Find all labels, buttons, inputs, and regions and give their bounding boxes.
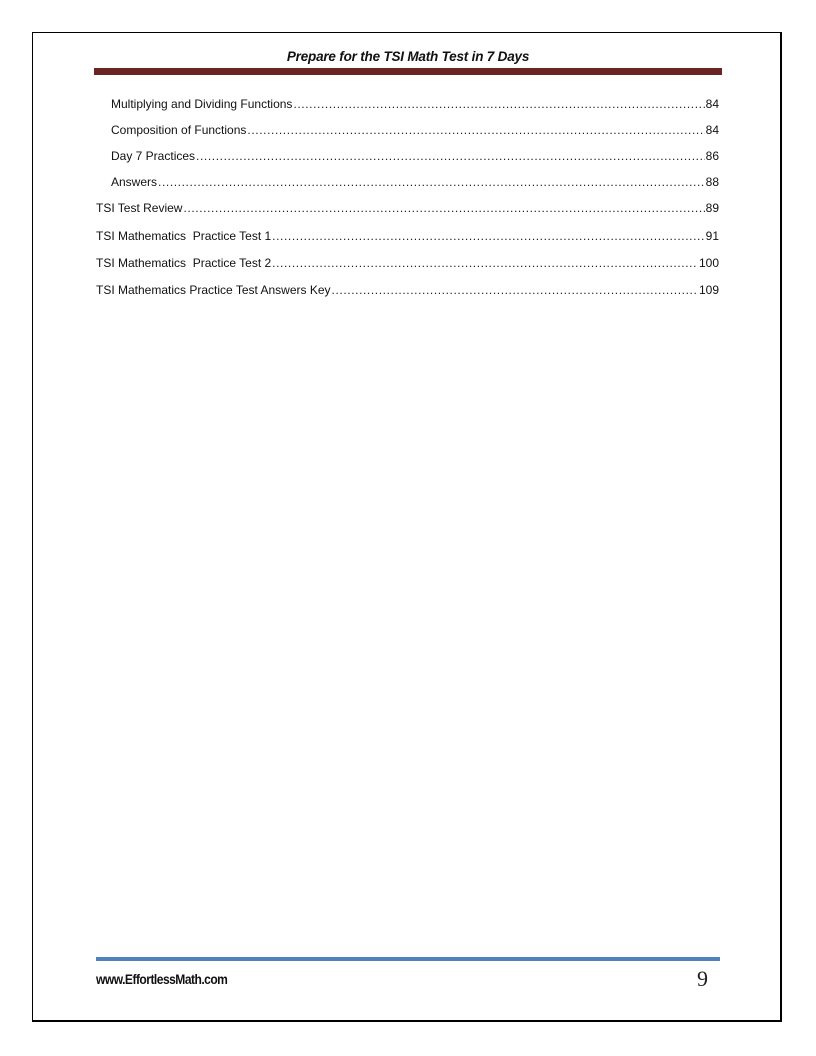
toc-entry[interactable] xyxy=(111,97,719,111)
toc-entry-page: 100 xyxy=(698,256,719,270)
toc-entry-label: TSI Mathematics Practice Test 2 xyxy=(96,256,272,270)
toc-leader-dots xyxy=(272,229,704,243)
toc-entry-page: 91 xyxy=(705,229,719,243)
toc-leader-dots xyxy=(158,175,705,189)
toc-entry[interactable] xyxy=(96,256,719,270)
toc-entry[interactable] xyxy=(96,229,719,243)
toc-entry-page: 84 xyxy=(705,97,719,111)
footer-website: www.EffortlessMath.com xyxy=(96,971,228,987)
toc-entry-label: Day 7 Practices xyxy=(111,149,196,163)
toc-entry-label: TSI Test Review xyxy=(96,201,183,215)
toc-leader-dots xyxy=(272,256,698,270)
toc-entry-page: 84 xyxy=(705,123,719,137)
toc-leader-dots xyxy=(293,97,704,111)
running-header-title: Prepare for the TSI Math Test in 7 Days xyxy=(286,49,530,64)
toc-entry-page: 88 xyxy=(705,175,719,189)
toc-entry-label: Composition of Functions xyxy=(111,123,247,137)
toc-leader-dots xyxy=(332,283,698,297)
toc-entry[interactable] xyxy=(111,123,719,137)
toc-entry-label: Answers xyxy=(111,175,158,189)
toc-leader-dots xyxy=(247,123,704,137)
toc-entry-page: 86 xyxy=(705,149,719,163)
footer-rule xyxy=(96,957,720,961)
toc-entry[interactable] xyxy=(96,283,719,297)
toc-leader-dots xyxy=(183,201,704,215)
toc-entry-label: Multiplying and Dividing Functions xyxy=(111,97,293,111)
toc-leader-dots xyxy=(196,149,705,163)
page-number: 9 xyxy=(697,966,708,991)
toc-entry-label: TSI Mathematics Practice Test 1 xyxy=(96,229,272,243)
toc-entry[interactable] xyxy=(96,201,719,215)
toc-entry[interactable] xyxy=(111,149,719,163)
toc-entry-page: 109 xyxy=(698,283,719,297)
toc-entry-page: 89 xyxy=(705,201,719,215)
toc-entry[interactable] xyxy=(111,175,719,189)
toc-entry-label: TSI Mathematics Practice Test Answers Key xyxy=(96,283,331,297)
header-rule xyxy=(94,68,722,75)
